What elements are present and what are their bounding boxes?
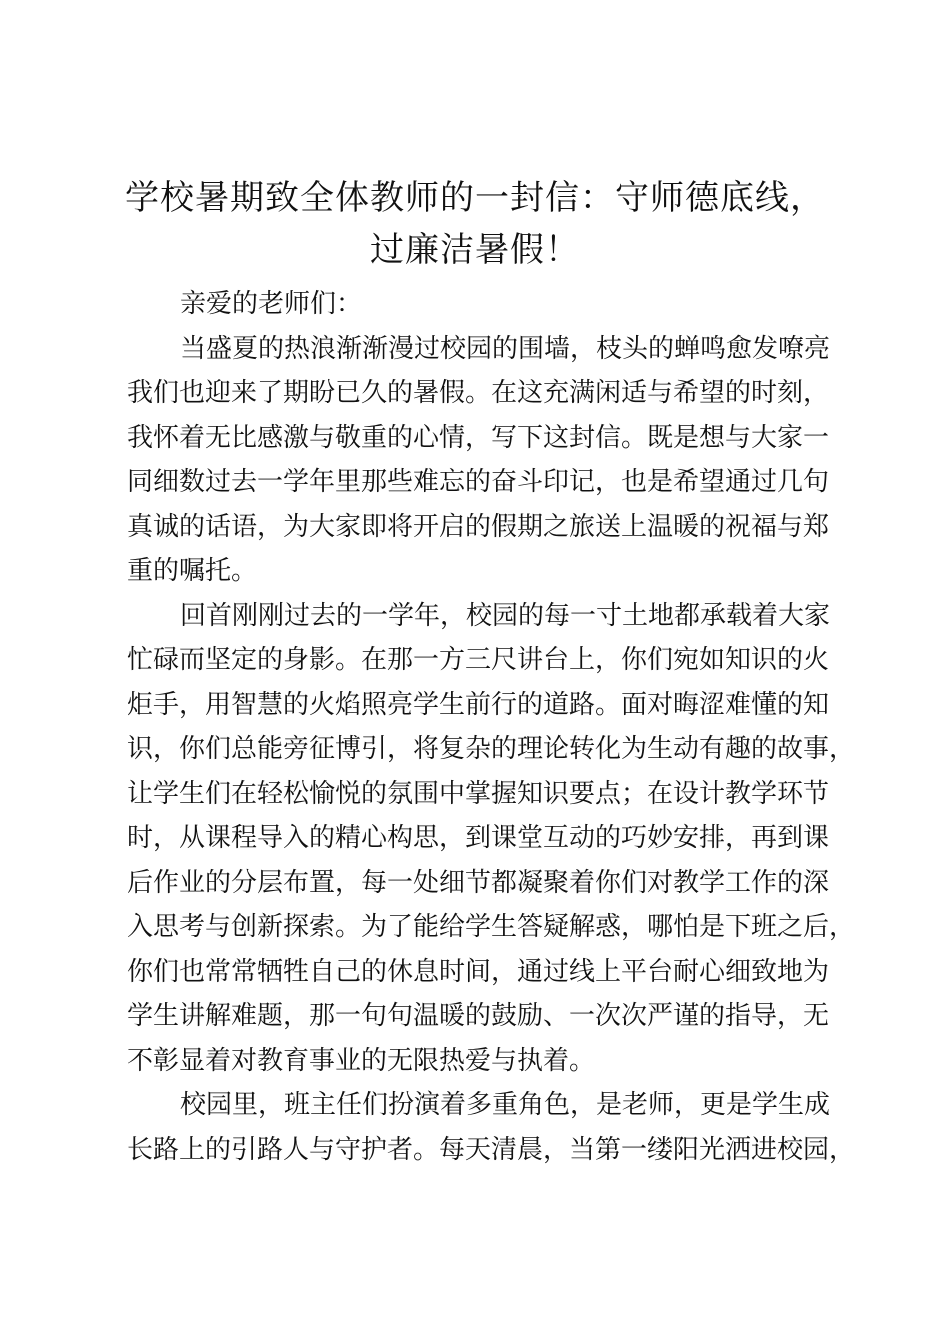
text-line: 让学生们在轻松愉悦的氛围中掌握知识要点；在设计教学环节 [127, 778, 830, 809]
text-line: 当盛夏的热浪渐渐漫过校园的围墙，枝头的蝉鸣愈发嘹亮 [180, 333, 831, 364]
text-line: 重的嘱托。 [127, 556, 258, 586]
text-line: 忙碌而坚定的身影。在那一方三尺讲台上，你们宛如知识的火 [127, 645, 830, 675]
text-line: 回首刚刚过去的一学年，校园的每一寸土地都承载着大家 [180, 600, 831, 631]
text-line: 同细数过去一学年里那些难忘的奋斗印记，也是希望通过几句 [127, 467, 830, 497]
text-line: 校园里，班主任们扮演着多重角色，是老师，更是学生成 [180, 1090, 831, 1120]
text-line: 长路上的引路人与守护者。每天清晨，当第一缕阳光洒进校园， [127, 1134, 856, 1165]
title-line-1: 学校暑期致全体教师的一封信：守师德底线， [125, 178, 825, 218]
text-line: 我怀着无比感激与敬重的心情，写下这封信。既是想与大家一 [127, 422, 830, 453]
text-line: 后作业的分层布置，每一处细节都凝聚着你们对教学工作的深 [127, 867, 830, 898]
text-line: 学生讲解难题，那一句句温暖的鼓励、一次次严谨的指导，无 [127, 1001, 830, 1031]
salutation: 亲爱的老师们： [180, 289, 363, 319]
text-line: 识，你们总能旁征博引，将复杂的理论转化为生动有趣的故事， [127, 734, 856, 764]
text-line: 真诚的话语，为大家即将开启的假期之旅送上温暖的祝福与郑 [127, 511, 830, 542]
document-title [118, 172, 832, 276]
title-line-2: 过廉洁暑假！ [370, 230, 580, 270]
letter-body [127, 282, 856, 1172]
text-line: 你们也常常牺牲自己的休息时间，通过线上平台耐心细致地为 [127, 956, 830, 987]
text-line: 我们也迎来了期盼已久的暑假。在这充满闲适与希望的时刻， [127, 378, 830, 408]
text-line: 时，从课程导入的精心构思，到课堂互动的巧妙安排，再到课 [127, 823, 830, 853]
text-line: 炬手，用智慧的火焰照亮学生前行的道路。面对晦涩难懂的知 [127, 689, 830, 720]
text-line: 入思考与创新探索。为了能给学生答疑解惑，哪怕是下班之后， [127, 912, 856, 942]
text-line: 不彰显着对教育事业的无限热爱与执着。 [127, 1045, 596, 1076]
